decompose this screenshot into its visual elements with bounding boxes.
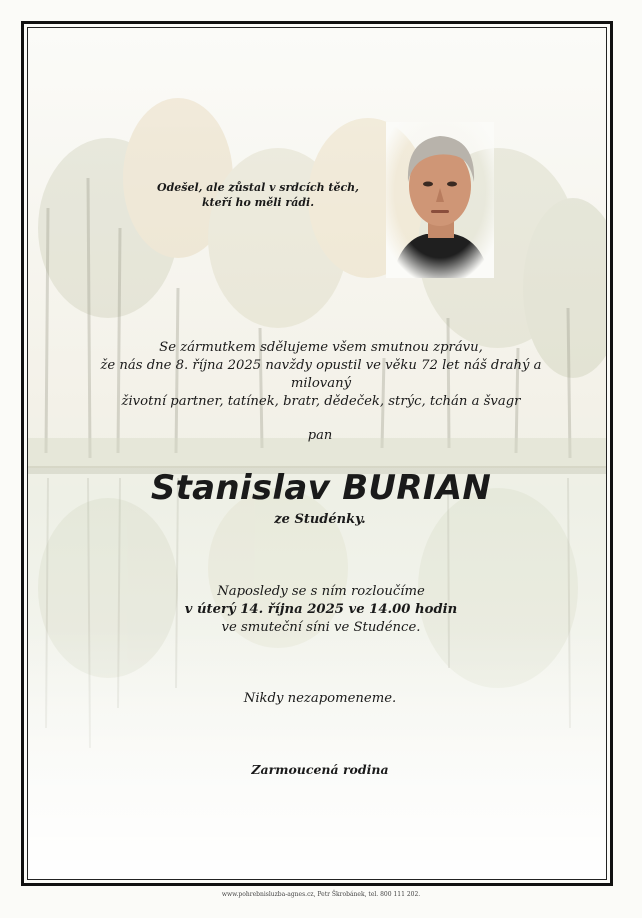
- motto-line-2: kteří ho měli rádi.: [201, 196, 315, 209]
- portrait-icon: [386, 122, 494, 278]
- deceased-name: Stanislav BURIAN: [150, 468, 492, 508]
- announcement-line-3: životní partner, tatínek, bratr, dědeček, strýc, tchán a švagr: [121, 394, 521, 409]
- deceased-origin: ze Studénky.: [274, 512, 366, 527]
- funeral-line-1: Naposledy se s ním rozloučíme: [217, 584, 425, 599]
- closing-phrase: Nikdy nezapomeneme.: [243, 691, 397, 706]
- funeral-details: [130, 583, 512, 637]
- family-signature: Zarmoucená rodina: [251, 762, 389, 777]
- announcement-line-1: Se zármutkem sdělujeme všem smutnou zprávu,: [159, 340, 483, 355]
- funeral-date-time: v úterý 14. října 2025 ve 14.00 hodin: [184, 602, 458, 617]
- motto-line-1: Odešel, ale zůstal v srdcích těch,: [157, 181, 359, 194]
- death-announcement: [90, 339, 552, 411]
- inner-frame: [27, 27, 607, 880]
- funeral-service-footer: www.pohrebnisluzba-agnes.cz, Petr Škrobánek, tel. 800 111 202.: [221, 891, 421, 898]
- announcement-line-2: že nás dne 8. října 2025 navždy opustil ve věku 72 let náš drahý a milovaný: [100, 358, 542, 391]
- funeral-place: ve smuteční síni ve Studénce.: [221, 620, 421, 635]
- motto-quote: [128, 180, 388, 210]
- portrait-photo: [386, 122, 494, 278]
- name-prefix: pan: [307, 428, 333, 443]
